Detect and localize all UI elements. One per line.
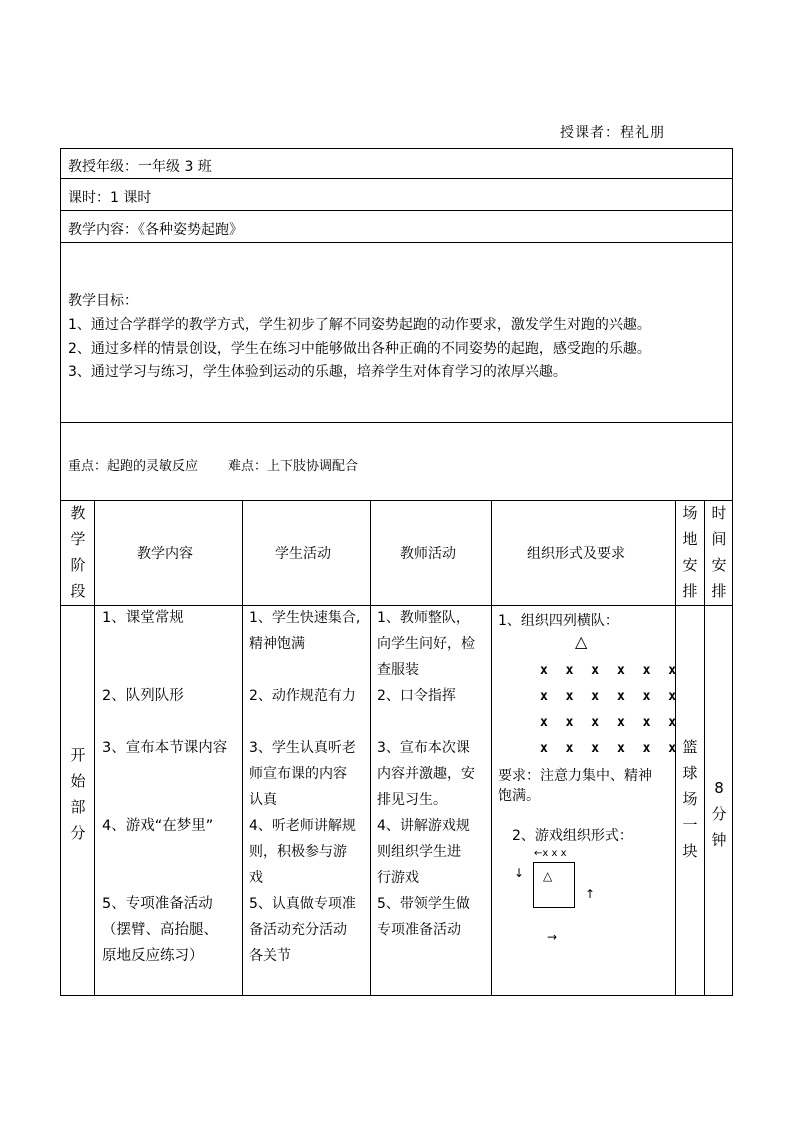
game-title: 2、游戏组织形式： [512,828,633,844]
header-time: 时 间 安 排 [711,504,727,600]
triangle-icon: △ [543,869,553,883]
teacher-name: 授课者：程礼朋 [560,125,665,141]
student-row: x x x x x x [540,663,682,678]
header-stage: 教 学 阶 段 [70,504,86,600]
header-venue: 场 地 安 排 [682,504,698,600]
student-row: x x x x x x [540,715,682,730]
header-organization: 组织形式及要求 [527,546,625,562]
arrow-left-icon: ←x x x [534,848,567,859]
key-point: 重点：起跑的灵敏反应 [68,459,199,474]
student-column: 1、学生快速集合, 精神饱满 2、动作规范有力 3、学生认真听老 师宣布课的内容 认真 4、听老师讲解规 则，积极参与游 戏 5、认真做专项准 备活动充分活动 各关节 [249,610,361,964]
org-line1: 1、组织四列横队： [498,613,619,629]
grade-label: 教授年级：一年级 3 班 [68,159,212,175]
objectives-title: 教学目标： [68,293,138,309]
game-area [533,862,575,908]
student-row: x x x x x x [540,741,682,756]
header-content: 教学内容 [137,546,193,562]
arrow-right-icon: → [547,930,558,944]
objective-item: 1、通过合学群学的教学方式，学生初步了解不同姿势起跑的动作要求，激发学生对跑的兴趣。 [68,317,651,333]
objective-item: 2、通过多样的情景创设，学生在练习中能够做出各种正确的不同姿势的起跑，感受跑的乐趣。 [68,341,651,357]
teacher-position-icon: △ [575,632,588,651]
objective-item: 3、通过学习与练习，学生体验到运动的乐趣，培养学生对体育学习的浓厚兴趣。 [68,364,567,380]
student-row: x x x x x x [540,689,682,704]
hours-label: 课时：1 课时 [68,190,152,206]
stage-name: 开 始 部 分 [70,746,86,842]
teacher-column: 1、教师整队， 向学生问好，检 查服装 2、口令指挥 3、宣布本次课 内容并激趣，安 排见习生。 4、讲解游戏规 则组织学生进 行游戏 5、带领学生做 专项准备活动 [377,610,475,938]
content-column: 1、课堂常规 2、队列队形 3、宣布本节课内容 4、游戏“在梦里” 5、专项准备活动 （摆臂、高抬腿、 原地反应练习） [102,610,228,964]
difficulty-point: 难点：上下肢协调配合 [228,459,359,474]
time-text: 8 分 钟 [711,779,727,849]
content-label: 教学内容：《各种姿势起跑》 [68,222,243,238]
header-teacher: 教师活动 [400,546,456,562]
header-student: 学生活动 [275,546,331,562]
org-requirement: 要求：注意力集中、精神 [498,768,652,784]
arrow-down-icon: ↓ [514,866,525,880]
org-requirement-cont: 饱满。 [498,788,540,804]
venue-text: 篮 球 场 一 块 [682,738,698,860]
arrow-up-icon: ↑ [585,887,596,901]
